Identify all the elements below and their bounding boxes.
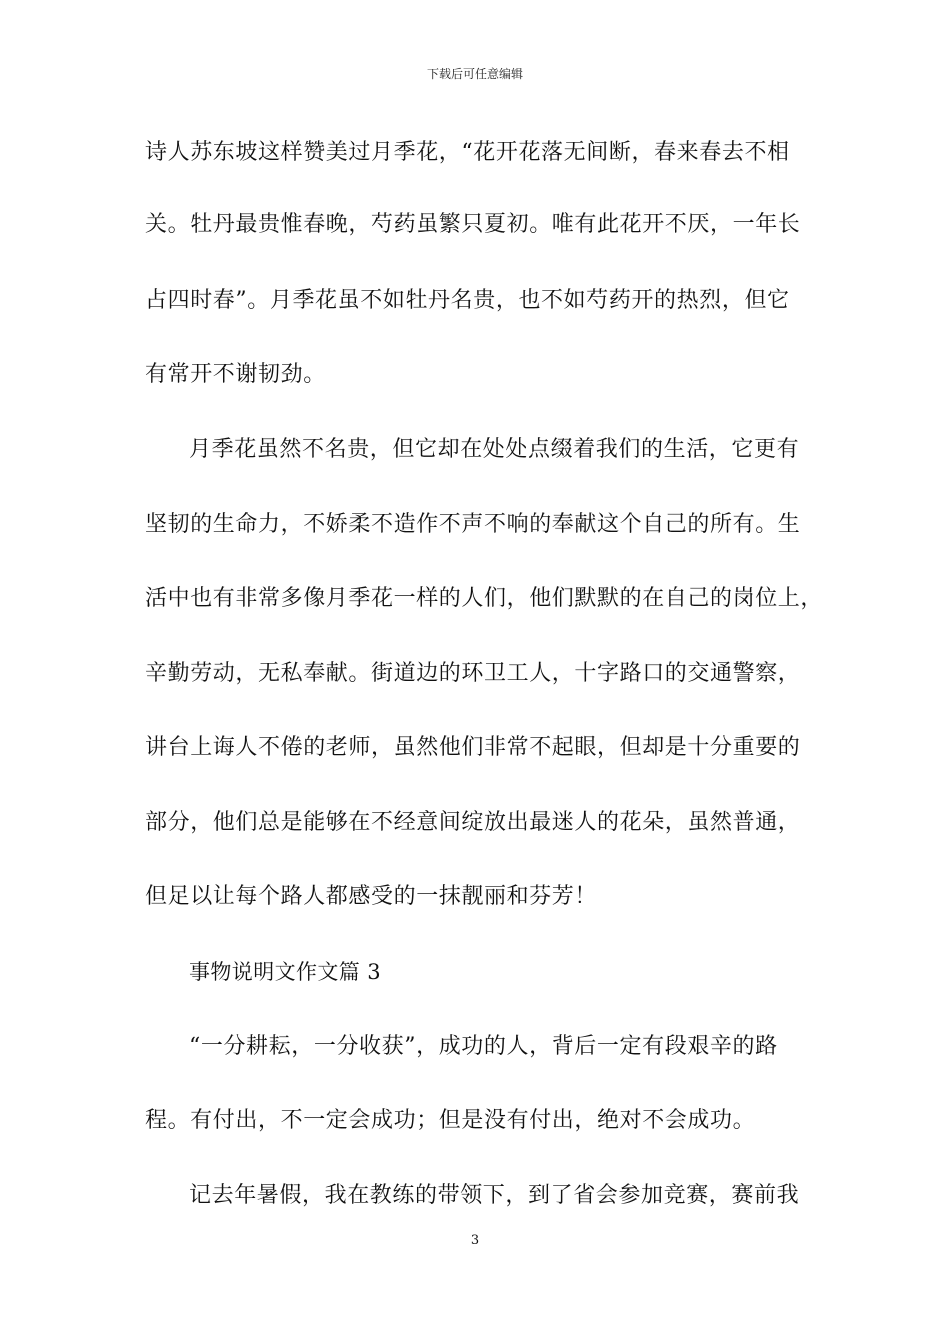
page-number: 3 — [470, 1233, 480, 1248]
paragraph-line: “一分耕耘，一分收获”，成功的人，背后一定有段艰辛的路 — [189, 1034, 778, 1059]
section-heading: 事物说明文作文篇 3 — [189, 960, 382, 984]
paragraph-line: 活中也有非常多像月季花一样的人们，他们默默的在自己的岗位上， — [145, 586, 824, 611]
paragraph-line: 占四时春”。月季花虽不如牡丹名贵，也不如芍药开的热烈，但它 — [145, 288, 790, 313]
paragraph-line: 辛勤劳动，无私奉献。街道边的环卫工人，十字路口的交通警察， — [145, 661, 801, 686]
paragraph-line: 有常开不谢韧劲。 — [145, 362, 326, 387]
paragraph-line: 记去年暑假，我在教练的带领下，到了省会参加竞赛，赛前我 — [189, 1183, 800, 1208]
paragraph-line: 诗人苏东坡这样赞美过月季花，“花开花落无间断，春来春去不相 — [145, 140, 790, 165]
page-header: 下载后可任意编辑 — [426, 67, 523, 81]
paragraph-line: 但足以让每个路人都感受的一抹靓丽和芬芳！ — [145, 884, 598, 909]
paragraph-line: 程。有付出，不一定会成功；但是没有付出，绝对不会成功。 — [145, 1108, 756, 1133]
paragraph-line: 部分，他们总是能够在不经意间绽放出最迷人的花朵，虽然普通， — [145, 810, 801, 835]
paragraph-line: 讲台上诲人不倦的老师，虽然他们非常不起眼，但却是十分重要的 — [145, 735, 801, 760]
paragraph-line: 关。牡丹最贵惟春晚，芍药虽繁只夏初。唯有此花开不厌，一年长 — [145, 212, 801, 237]
paragraph-line: 坚韧的生命力，不娇柔不造作不声不响的奉献这个自己的所有。生 — [145, 512, 801, 537]
paragraph-line: 月季花虽然不名贵，但它却在处处点缀着我们的生活，它更有 — [189, 437, 800, 462]
